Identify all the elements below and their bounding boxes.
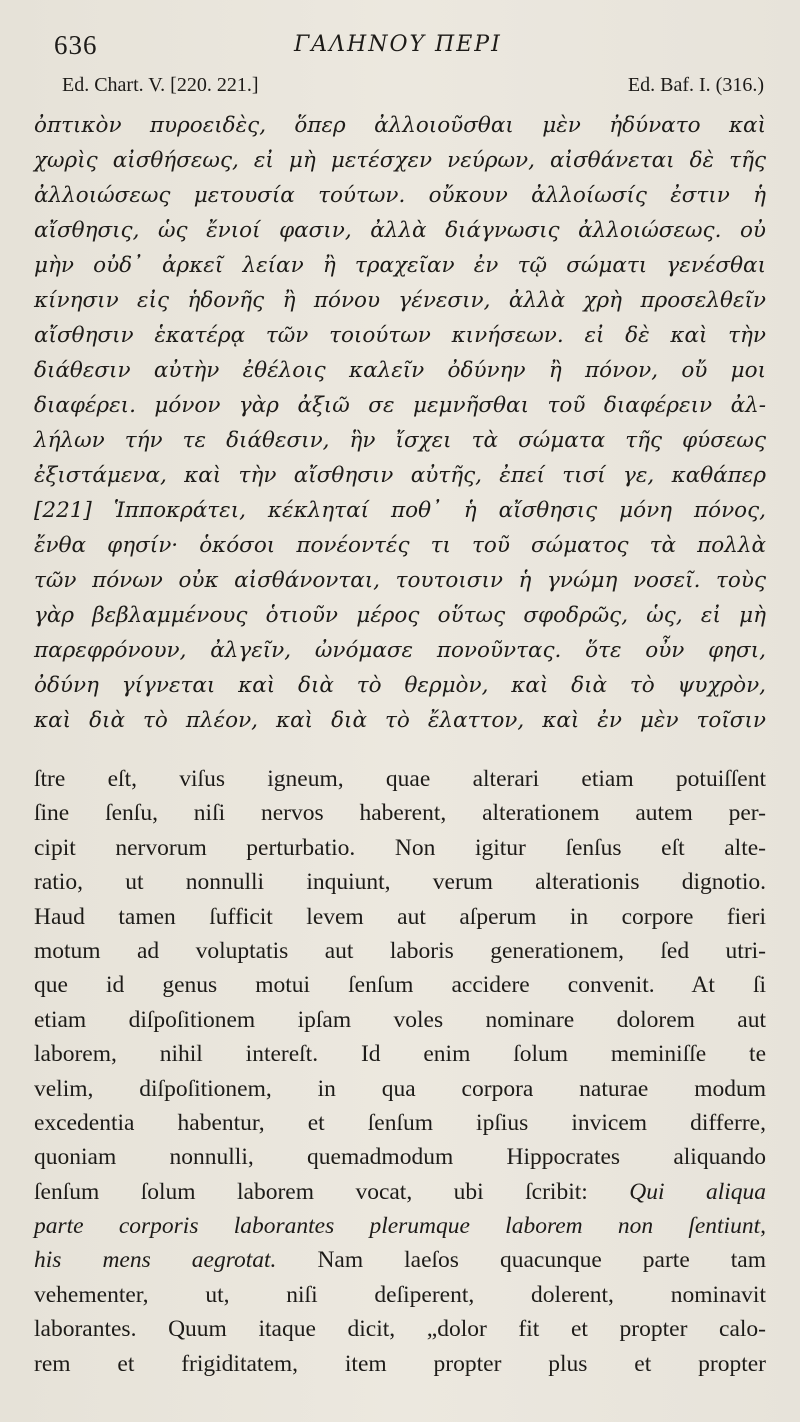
hippocrates-quote-end: his mens aegrotat. bbox=[34, 1247, 277, 1274]
greek-line: χωρὶς αἰσθήσεως, εἰ μὴ μετέσχεν νεύρων, αἰσθάνεται δὲ τῆς bbox=[34, 148, 766, 173]
latin-line: motum ad voluptatis aut laboris generationem, ſed utri- bbox=[34, 937, 766, 964]
greek-line: διαφέρει. μόνον γὰρ ἀξιῶ σε μεμνῆσθαι τοῦ διαφέρειν ἀλ- bbox=[34, 393, 766, 418]
latin-line: quoniam nonnulli, quemadmodum Hippocrates aliquando bbox=[34, 1144, 766, 1171]
greek-line: γὰρ βεβλαμμένους ὁτιοῦν μέρος οὕτως σφοδρῶς, ὡς, εἰ μὴ bbox=[34, 603, 766, 628]
latin-text: Nam laeſos quacunque parte tam bbox=[317, 1247, 767, 1274]
latin-line: ſtre eſt, viſus igneum, quae alterari etiam potuiſſent bbox=[34, 766, 766, 792]
edition-reference-line bbox=[62, 74, 764, 100]
greek-line: αἴσθησιν ἑκατέρᾳ τῶν τοιούτων κινήσεων. εἰ δὲ καὶ τὴν bbox=[34, 323, 766, 348]
latin-line: rem et frigiditatem, item propter plus et propter bbox=[34, 1350, 766, 1377]
latin-text-block bbox=[34, 762, 766, 1381]
greek-text-block bbox=[34, 108, 766, 738]
latin-line: Haud tamen ſufficit levem aut aſperum in corpore fieri bbox=[34, 903, 766, 930]
running-title: ΓΑΛΗΝΟΥ ΠΕΡΙ bbox=[294, 32, 502, 57]
latin-line: excedentia habentur, et ſenſum ipſius invicem differre, bbox=[34, 1109, 766, 1136]
hippocrates-quote: Qui aliqua bbox=[629, 1178, 767, 1205]
greek-line: [221] Ἱπποκράτει, κέκληταί ποθ᾽ ἡ αἴσθησις μόνη πόνος, bbox=[34, 498, 766, 523]
greek-line: ἐξιστάμενα, καὶ τὴν αἴσθησιν αὐτῆς, ἐπεί τισί γε, καθάπερ bbox=[34, 463, 766, 488]
latin-line-with-quote bbox=[34, 1243, 766, 1277]
page-number: 636 bbox=[54, 30, 98, 60]
greek-line: ὀδύνη γίγνεται καὶ διὰ τὸ θερμὸν, καὶ διὰ τὸ ψυχρὸν, bbox=[34, 673, 766, 698]
edition-right: Ed. Baf. I. (316.) bbox=[627, 74, 764, 96]
latin-line: velim, diſpoſitionem, in qua corpora naturae modum bbox=[34, 1075, 766, 1102]
greek-line: μὴν οὐδ᾽ ἀρκεῖ λείαν ἢ τραχεῖαν ἐν τῷ σώματι γενέσθαι bbox=[34, 253, 766, 278]
greek-line: λήλων τήν τε διάθεσιν, ἣν ἴσχει τὰ σώματα τῆς φύσεως bbox=[34, 428, 766, 453]
greek-line: τῶν πόνων οὐκ αἰσθάνονται, τουτοισιν ἡ γνώμη νοσεῖ. τοὺς bbox=[34, 568, 766, 593]
latin-line: ratio, ut nonnulli inquiunt, verum alterationis dignotio. bbox=[34, 869, 766, 896]
latin-line: cipit nervorum perturbatio. Non igitur ſenſus eſt alte- bbox=[34, 834, 766, 861]
latin-line: laborantes. Quum itaque dicit, „dolor fit et propter calo- bbox=[34, 1316, 766, 1343]
greek-line: καὶ διὰ τὸ πλέον, καὶ διὰ τὸ ἔλαττον, καὶ ἐν μὲν τοῖσιν bbox=[34, 708, 766, 733]
latin-line: que id genus motui ſenſum accidere convenit. At ſi bbox=[34, 972, 766, 999]
latin-line-with-quote bbox=[34, 1175, 766, 1209]
greek-line: ἀλλοιώσεως μετουσία τούτων. οὔκουν ἀλλοίωσίς ἐστιν ἡ bbox=[34, 183, 766, 208]
greek-line: αἴσθησις, ὡς ἔνιοί φασιν, ἀλλὰ διάγνωσις ἀλλοιώσεως. οὐ bbox=[34, 218, 766, 243]
page-header bbox=[54, 28, 760, 64]
latin-line: vehementer, ut, niſi deſiperent, dolerent, nominavit bbox=[34, 1281, 766, 1308]
greek-line: ἔνθα φησίν· ὁκόσοι πονέοντές τι τοῦ σώματος τὰ πολλὰ bbox=[34, 533, 766, 558]
greek-line: διάθεσιν αὐτὴν ἐθέλοις καλεῖν ὀδύνην ἢ πόνον, οὔ μοι bbox=[34, 358, 766, 383]
hippocrates-quote-line: parte corporis laborantes plerumque laborem non ſentiunt, bbox=[34, 1213, 766, 1240]
latin-text: ſenſum ſolum laborem vocat, ubi ſcribit: bbox=[34, 1178, 588, 1205]
greek-line: κίνησιν εἰς ἡδονῆς ἢ πόνου γένεσιν, ἀλλὰ χρὴ προσελθεῖν bbox=[34, 288, 766, 313]
greek-line: ὀπτικὸν πυροειδὲς, ὅπερ ἀλλοιοῦσθαι μὲν ἠδύνατο καὶ bbox=[34, 113, 766, 138]
greek-line: παρεφρόνουν, ἀλγεῖν, ὠνόμασε πονοῦντας. ὅτε οὖν φησι, bbox=[34, 638, 766, 663]
latin-line: laborem, nihil intereſt. Id enim ſolum meminiſſe te bbox=[34, 1041, 766, 1068]
edition-left: Ed. Chart. V. [220. 221.] bbox=[62, 74, 259, 96]
latin-line: etiam diſpoſitionem ipſam voles nominare dolorem aut bbox=[34, 1006, 766, 1033]
latin-line: ſine ſenſu, niſi nervos haberent, alterationem autem per- bbox=[34, 800, 766, 827]
